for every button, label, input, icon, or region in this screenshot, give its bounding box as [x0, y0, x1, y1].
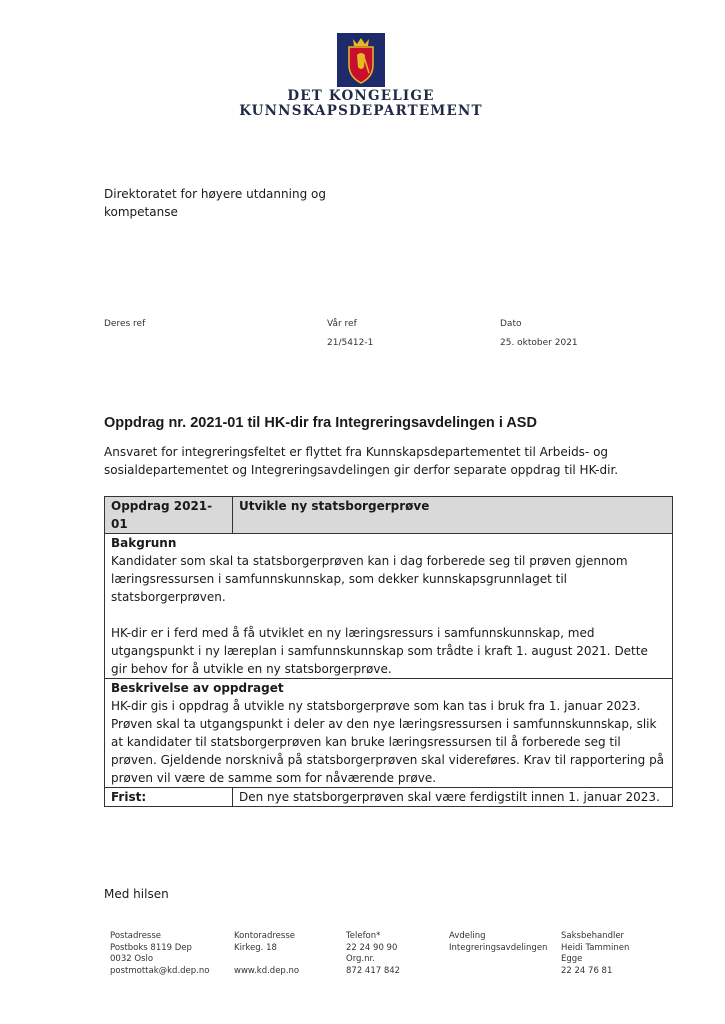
assignment-title-header: Utvikle ny statsborgerprøve — [233, 497, 673, 534]
bakgrunn-section — [105, 534, 673, 679]
footer-email[interactable]: postmottak@kd.dep.no — [110, 965, 210, 976]
footer-text: Postadresse — [110, 931, 162, 941]
footer-text: 22 24 90 90 — [346, 942, 398, 953]
footer-website[interactable]: www.kd.dep.no — [234, 965, 300, 976]
closing-greeting: Med hilsen — [104, 887, 169, 901]
footer-text: Heidi Tamminen — [561, 942, 630, 953]
assignment-table — [104, 496, 673, 807]
intro-paragraph: Ansvaret for integreringsfeltet er flyttet fra Kunnskapsdepartementet til Arbeids- og sosialdepartementet og Integreringsavdelingen gir derfor separate oppdrag til HK-dir. — [104, 445, 619, 477]
footer-text: Avdeling — [449, 931, 486, 941]
dato-label: Dato — [500, 319, 522, 329]
footer-text: Org.nr. — [346, 954, 375, 964]
footer-text: Kirkeg. 18 — [234, 942, 277, 953]
var-ref-value: 21/5412-1 — [327, 338, 374, 348]
document-title: Oppdrag nr. 2021-01 til HK-dir fra Integreringsavdelingen i ASD — [104, 415, 537, 431]
beskrivelse-heading: Beskrivelse av oppdraget — [111, 681, 284, 695]
deres-ref-label: Deres ref — [104, 319, 146, 329]
coat-of-arms-icon — [337, 33, 385, 87]
bakgrunn-heading: Bakgrunn — [111, 536, 177, 550]
footer-text: Egge — [561, 954, 583, 964]
dato-value: 25. oktober 2021 — [500, 338, 578, 348]
footer-text: 0032 Oslo — [110, 954, 154, 964]
var-ref-label: Vår ref — [327, 319, 357, 329]
beskrivelse-paragraph: HK-dir gis i oppdrag å utvikle ny statsborgerprøve som kan tas i bruk fra 1. januar 2023. Prøven skal ta utgangspunkt i deler av den nye læringsressursen i samfunnskunnskap, slik at kandidater til statsborgerprøven kan bruke læringsressursen til å forberede seg til prøven. Gjeldende norsknivå på statsborgerprøven skal videreføres. Krav til rapportering på prøven vil være de samme som for nåværende prøve. — [111, 699, 665, 785]
department-name-line1: DET KONGELIGE — [287, 88, 435, 104]
footer-saksbehandler — [561, 931, 629, 977]
footer-telefon — [346, 931, 400, 977]
footer-text: 872 417 842 — [346, 965, 401, 976]
footer-text: Kontoradresse — [234, 931, 295, 941]
recipient-address — [104, 185, 364, 221]
footer-text: Telefon* — [346, 931, 381, 941]
footer-text: Integreringsavdelingen — [449, 942, 548, 953]
footer-text: Saksbehandler — [561, 931, 625, 941]
footer-postadresse — [110, 931, 209, 977]
assignment-id-header: Oppdrag 2021-01 — [105, 497, 233, 534]
footer-kontoradresse — [234, 931, 299, 977]
footer-text: 22 24 76 81 — [561, 965, 613, 976]
frist-label: Frist: — [105, 788, 233, 807]
frist-text: Den nye statsborgerprøven skal være ferdigstilt innen 1. januar 2023. — [233, 788, 673, 807]
bakgrunn-paragraph-2: HK-dir er i ferd med å få utviklet en ny læringsressurs i samfunnskunnskap, med utgangspunkt i ny læreplan i samfunnskunnskap som trådte i kraft 1. august 2021. Dette gir behov for å utvikle en ny statsborgerprøve. — [111, 626, 648, 676]
footer-avdeling — [449, 931, 547, 954]
beskrivelse-section — [105, 679, 673, 788]
footer-text: Postboks 8119 Dep — [110, 942, 192, 953]
bakgrunn-paragraph-1: Kandidater som skal ta statsborgerprøven kan i dag forberede seg til prøven gjennom læringsressursen i samfunnskunnskap, som dekker kunnskapsgrunnlaget til statsborgerprøven. — [111, 554, 628, 604]
recipient-line2: kompetanse — [104, 205, 178, 219]
recipient-line1: Direktoratet for høyere utdanning og — [104, 187, 326, 201]
department-name-line2: KUNNSKAPSDEPARTEMENT — [239, 103, 483, 119]
